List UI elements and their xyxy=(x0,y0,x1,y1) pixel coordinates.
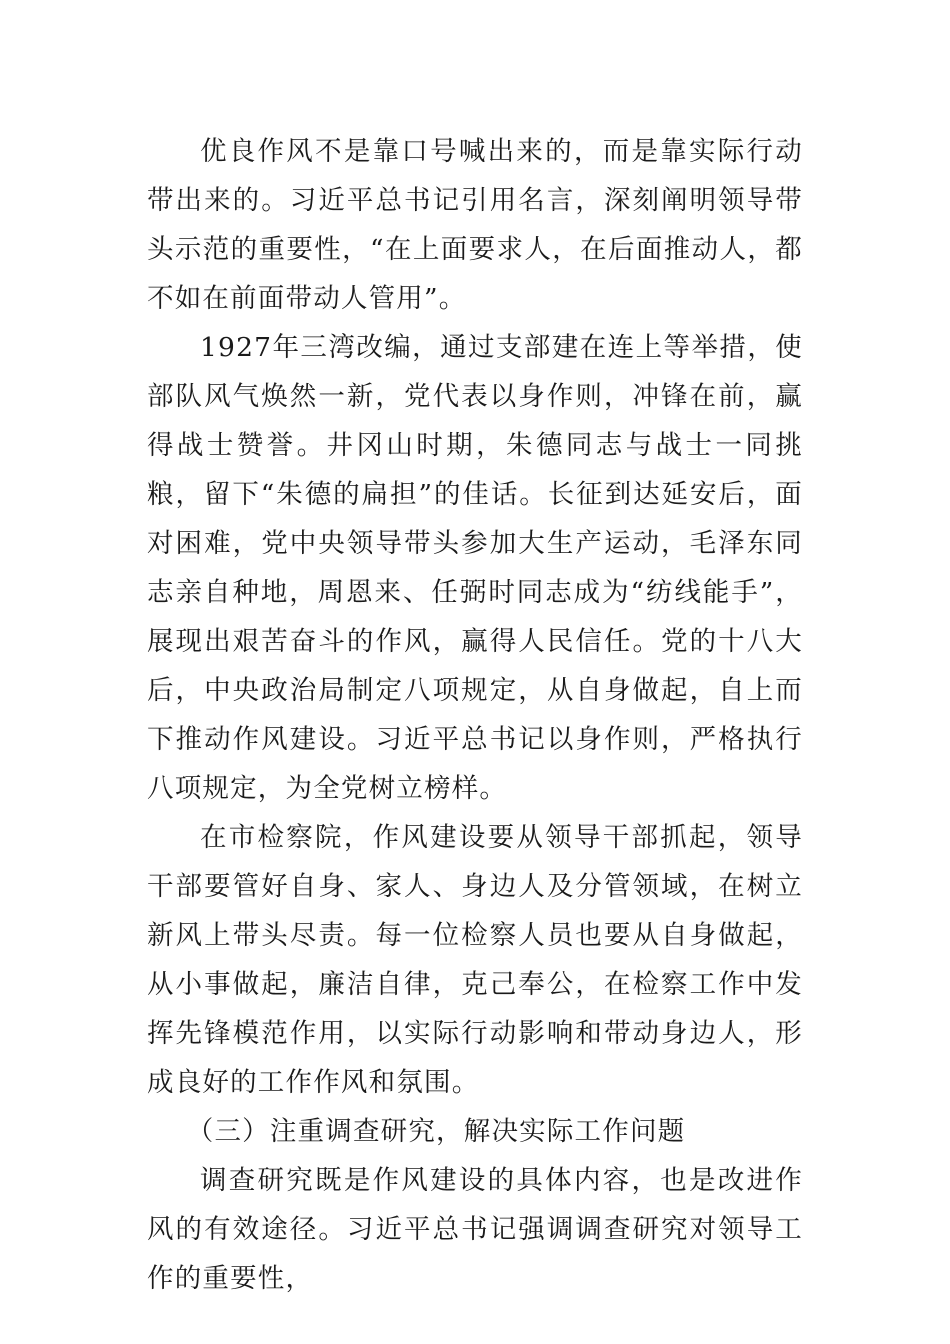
paragraph-investigation-research: 调查研究既是作风建设的具体内容，也是改进作风的有效途径。习近平总书记强调调查研究对领导工作的重要性， xyxy=(147,1165,803,1294)
section-heading: （三）注重调查研究，解决实际工作问题 xyxy=(186,1116,686,1147)
document-body xyxy=(147,127,803,1303)
paragraph-leadership-example: 优良作风不是靠口号喊出来的，而是靠实际行动带出来的。习近平总书记引用名言，深刻阐明领导带头示范的重要性，“在上面要求人，在后面推动人，都不如在前面带动人管用”。 xyxy=(147,136,803,314)
paragraph-historical-examples: 1927年三湾改编，通过支部建在连上等举措，使部队风气焕然一新，党代表以身作则，冲锋在前，赢得战士赞誉。井冈山时期，朱德同志与战士一同挑粮，留下“朱德的扁担”的佳话。长征到达延安后，面对困难，党中央领导带头参加大生产运动，毛泽东同志亲自种地，周恩来、任弼时同志成为“纺线能手”，展现出艰苦奋斗的作风，赢得人民信任。党的十八大后，中央政治局制定八项规定，从自身做起，自上而下推动作风建设。习近平总书记以身作则，严格执行八项规定，为全党树立榜样。 xyxy=(147,332,803,804)
paragraph-procuratorate: 在市检察院，作风建设要从领导干部抓起，领导干部要管好自身、家人、身边人及分管领域，在树立新风上带头尽责。每一位检察人员也要从自身做起，从小事做起，廉洁自律，克己奉公，在检察工作中发挥先锋模范作用，以实际行动影响和带动身边人，形成良好的工作作风和氛围。 xyxy=(147,822,803,1098)
